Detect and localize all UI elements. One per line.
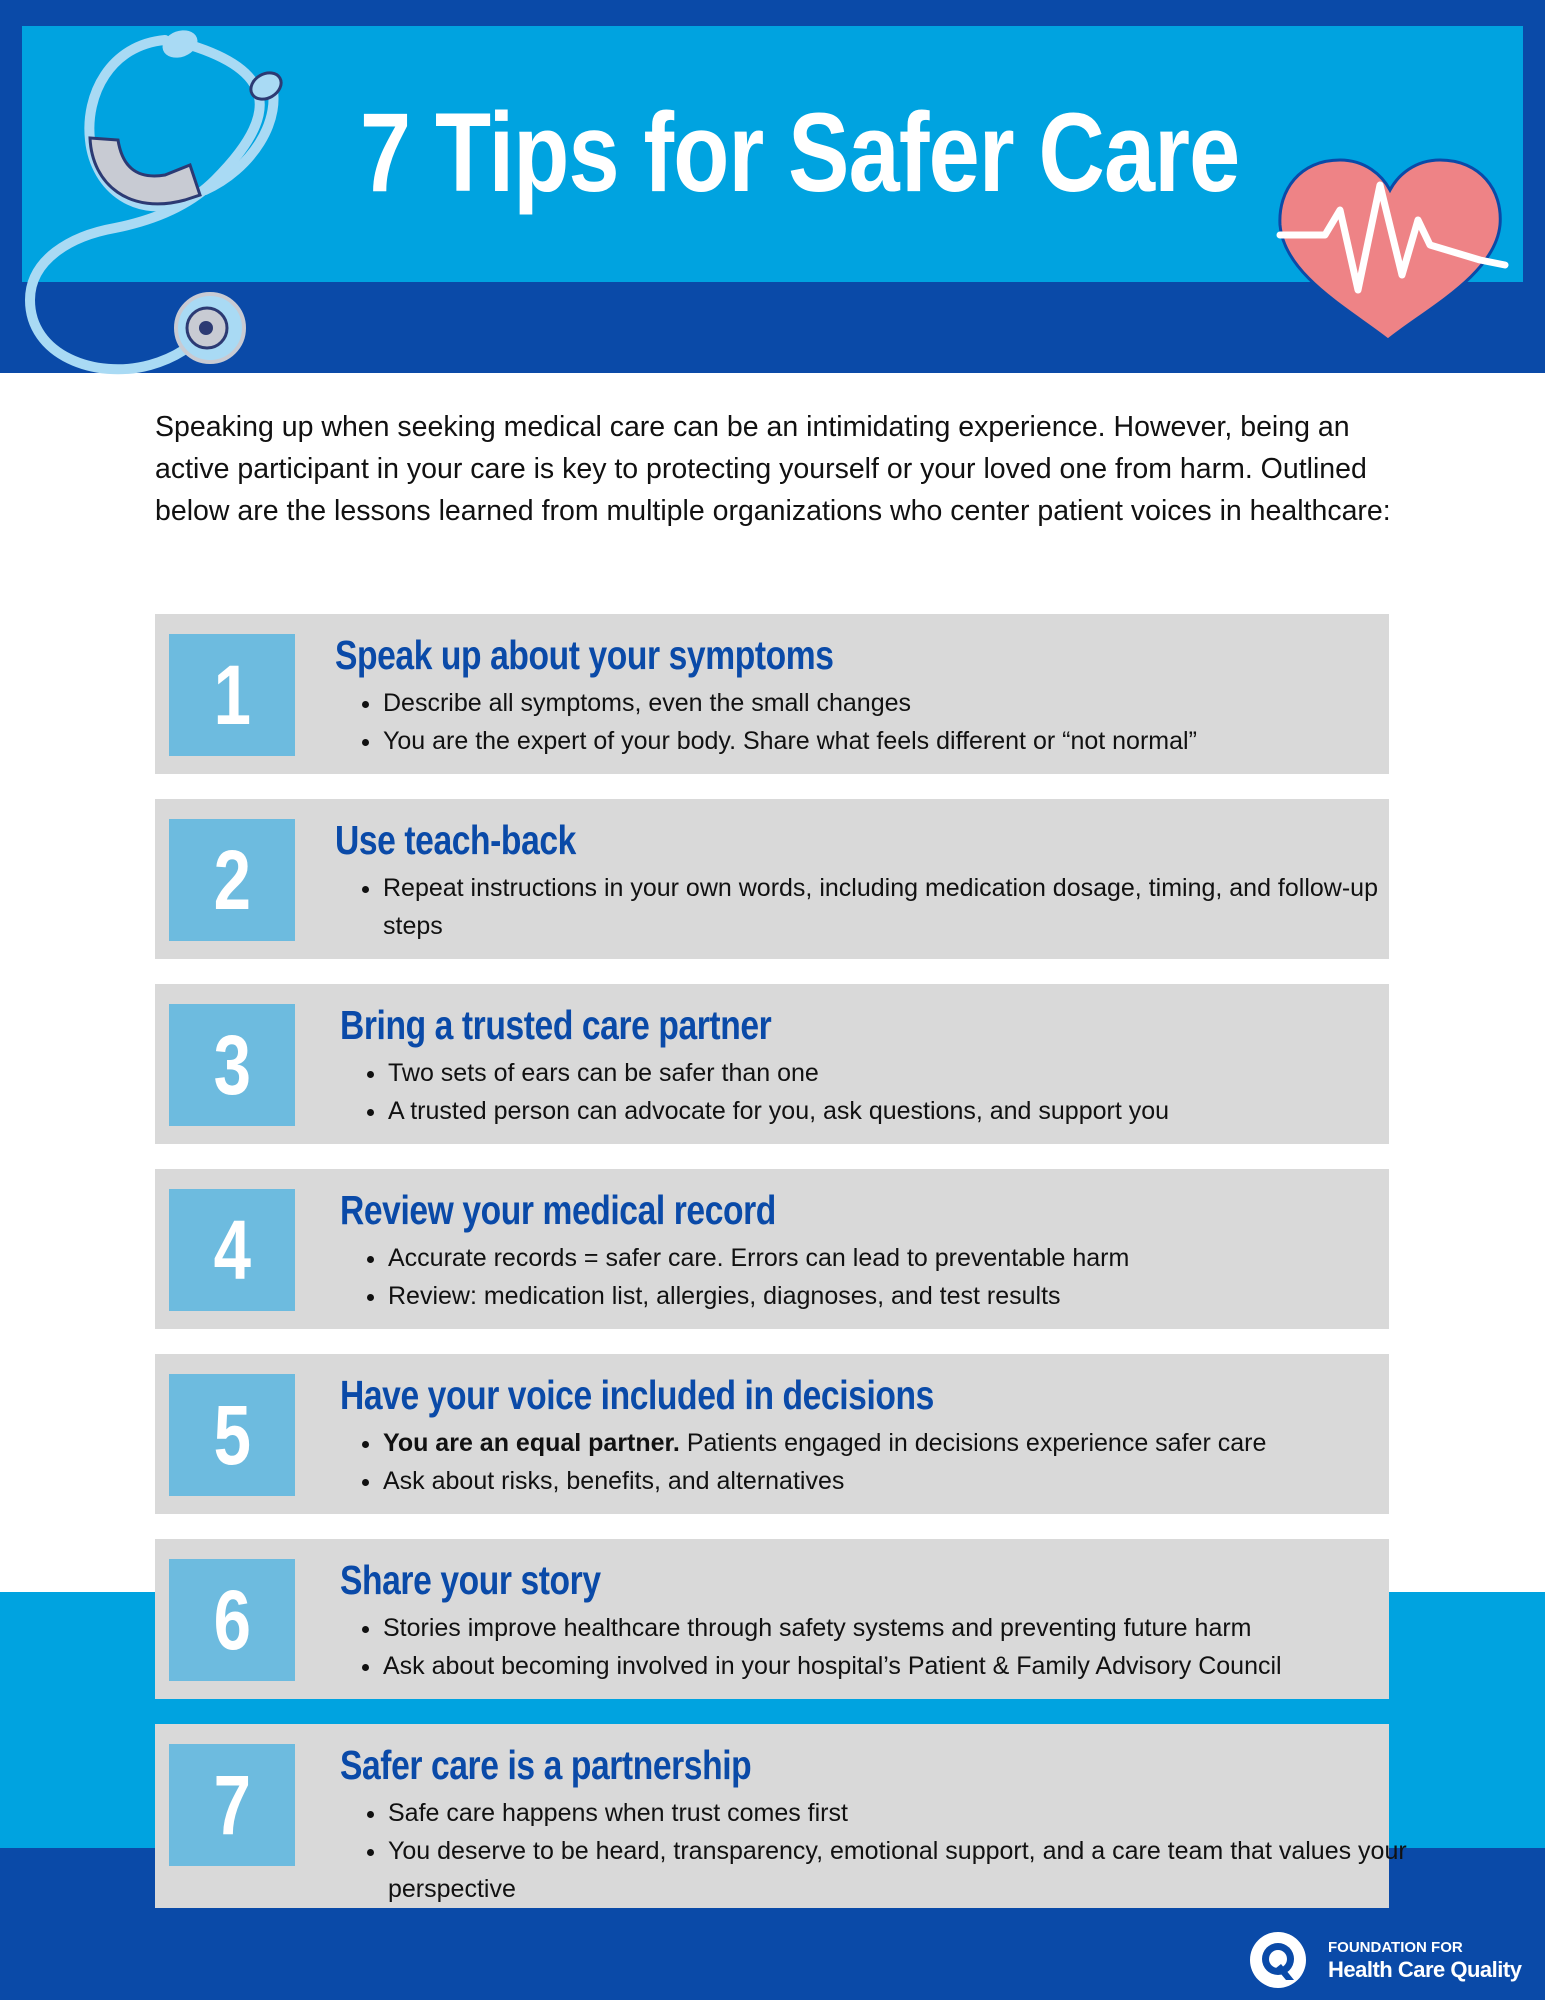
tip-bullet: • You are the expert of your body. Share what feels different or “not normal”: [383, 722, 1423, 760]
tip-number-box: 3: [169, 1004, 295, 1126]
tip-bullet-list: [340, 1239, 1428, 1315]
logo-text-line1: FOUNDATION FOR: [1328, 1939, 1463, 1956]
tip-number-box: 1: [169, 634, 295, 756]
fhcq-logo-icon: [1248, 1930, 1308, 1990]
tip-bullet: • Safe care happens when trust comes first: [388, 1794, 1428, 1832]
tip-bullet-list: [335, 1609, 1423, 1685]
stethoscope-icon: [0, 0, 320, 390]
intro-paragraph: Speaking up when seeking medical care can be an intimidating experience. However, being an active participant in your care is key to protecting yourself or your loved one from harm. Outlined below are the lessons learned from multiple organizations who center patient voices in healthcare:: [155, 411, 1391, 527]
tip-number-box: 7: [169, 1744, 295, 1866]
tip-bullet-list: [335, 684, 1423, 760]
heart-heartbeat-icon: [1270, 150, 1510, 350]
tip-number-box: 2: [169, 819, 295, 941]
tip-title: Share your story: [340, 1557, 601, 1603]
tip-bullet-text: Patients engaged in decisions experience safer care: [686, 1429, 1267, 1457]
tip-bullet: • Accurate records = safer care. Errors can lead to preventable harm: [388, 1239, 1428, 1277]
tip-title: Safer care is a partnership: [340, 1742, 752, 1788]
tip-card-3: [155, 984, 1389, 1144]
logo-text-line2: Health Care Quality: [1328, 1957, 1522, 1982]
tip-bullet: • A trusted person can advocate for you, ask questions, and support you: [388, 1092, 1428, 1130]
tip-title: Bring a trusted care partner: [340, 1002, 772, 1048]
tip-title: Speak up about your symptoms: [335, 632, 834, 678]
tip-bullet: • Ask about becoming involved in your hospital’s Patient & Family Advisory Council: [383, 1647, 1423, 1685]
tip-card-1: [155, 614, 1389, 774]
tip-bullet: • You deserve to be heard, transparency, emotional support, and a care team that values your perspective: [388, 1832, 1428, 1908]
tip-bullet-bold-lead: You are an equal partner.: [383, 1429, 680, 1457]
tip-number-box: 5: [169, 1374, 295, 1496]
fhcq-logo: [1248, 1930, 1538, 1990]
tip-bullet: • Ask about risks, benefits, and alternatives: [383, 1462, 1423, 1500]
tip-bullet: • Stories improve healthcare through safety systems and preventing future harm: [383, 1609, 1423, 1647]
tip-title: Have your voice included in decisions: [340, 1372, 934, 1418]
tip-bullet: • Two sets of ears can be safer than one: [388, 1054, 1428, 1092]
tip-card-4: [155, 1169, 1389, 1329]
tip-bullet: • Describe all symptoms, even the small changes: [383, 684, 1423, 722]
tip-bullet-list: [335, 869, 1423, 945]
tip-card-2: [155, 799, 1389, 959]
tip-bullet-list: [340, 1794, 1428, 1908]
tip-bullet-list: [340, 1054, 1428, 1130]
tip-bullet: • Review: medication list, allergies, diagnoses, and test results: [388, 1277, 1428, 1315]
tip-bullet-list: [335, 1424, 1423, 1500]
tip-title: Use teach-back: [335, 817, 576, 863]
tip-number-box: 4: [169, 1189, 295, 1311]
tip-number-box: 6: [169, 1559, 295, 1681]
tip-bullet: [383, 1424, 1423, 1462]
tip-card-5: [155, 1354, 1389, 1514]
tip-card-6: [155, 1539, 1389, 1699]
page-title: 7 Tips for Safer Care: [360, 90, 1240, 215]
tip-title: Review your medical record: [340, 1187, 776, 1233]
tip-card-7: [155, 1724, 1407, 1908]
tip-bullet: • Repeat instructions in your own words, including medication dosage, timing, and follow-up steps: [383, 869, 1423, 945]
